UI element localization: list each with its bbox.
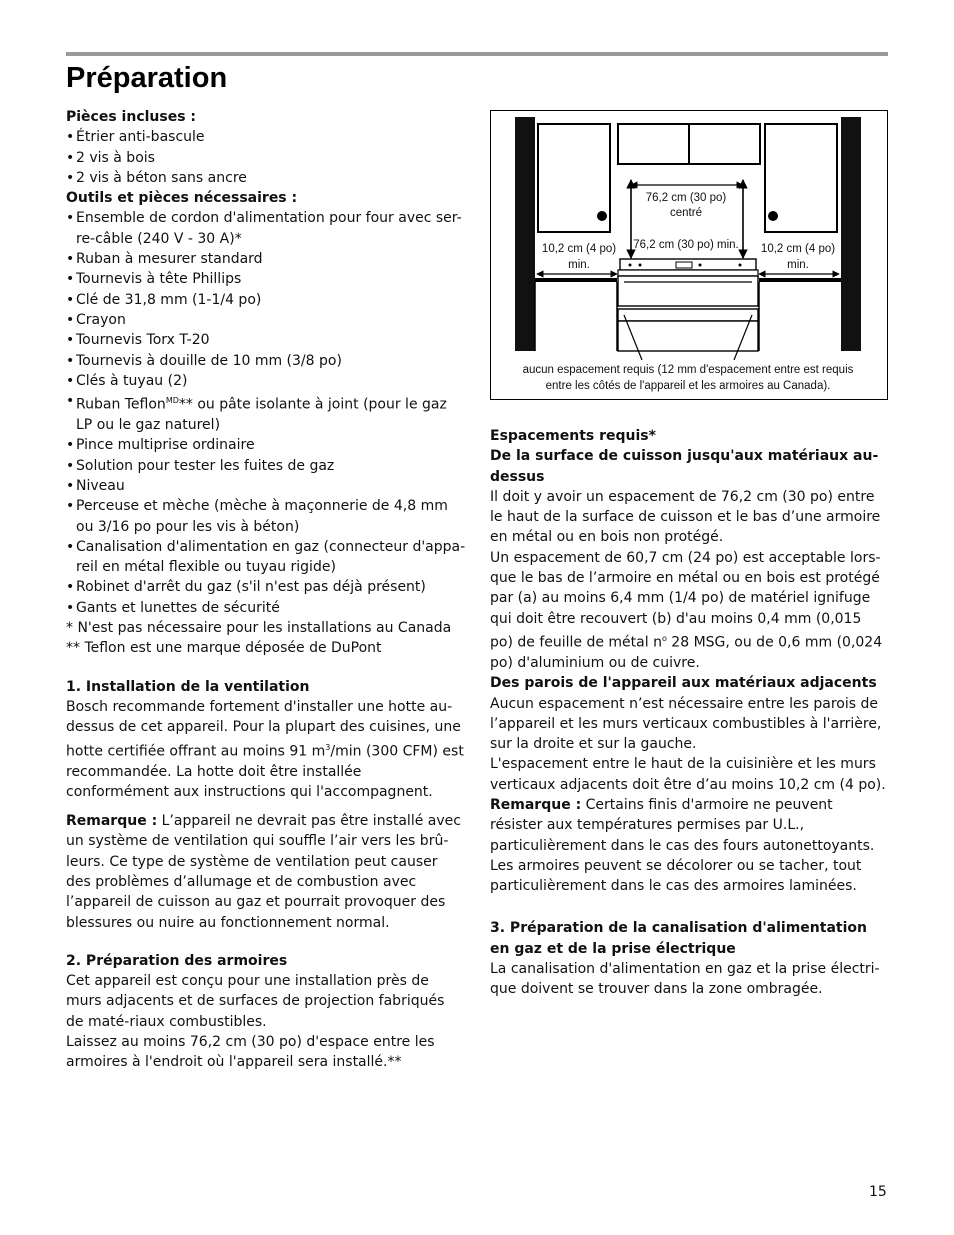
clearance-remark [490,795,888,896]
cabinet-knob-left [597,211,607,221]
list-item: • Perceuse et mèche (mèche à maçonnerie de 4,8 mm ou 3/16 po pour les vis à béton) [66,496,466,537]
list-item: • Solution pour tester les fuites de gaz [66,456,466,476]
list-item: • Tournevis à douille de 10 mm (3/8 po) [66,351,466,371]
label-left-2: min. [568,259,590,271]
left-column [66,107,466,1073]
section-2-heading: 2. Préparation des armoires [66,952,288,969]
label-right-2: min. [787,259,809,271]
teflon-text-before: Ruban Teflon [76,396,166,413]
left-countertop [535,278,617,282]
cabinet-knob-right [768,211,778,221]
list-item: • Robinet d'arrêt du gaz (s'il n'est pas déjà présent) [66,577,466,597]
clearance-text-3: Aucun espacement n’est nécessaire entre les parois de l’appareil et les murs verticaux combustibles à l'arrière, sur la droite et sur la gauche. [490,695,882,753]
label-left-1: 10,2 cm (4 po) [541,243,617,255]
section-1-text [66,697,466,802]
caption-line-1: aucun espacement requis (12 mm d'espacement entre est requis [522,364,854,376]
left-wall [515,117,535,351]
section-3-text: La canalisation d'alimentation en gaz et la prise électri-que doivent se trouver dans la zone ombragée. [490,961,880,998]
remark-text: Certains finis d'armoire ne peuvent résister aux températures permises par U.L., particulièrement dans le cas des fours autonettoyants. Les armoires peuvent se décolorer ou se tacher, tout particulièrement dans le cas des armoires laminées. [490,797,875,895]
section-1-text-b: /min (300 CFM) est recommandée. La hotte doit être installée conformément aux instructions qui l'accompagnent. [66,743,464,800]
tools-heading: Outils et pièces nécessaires : [66,190,298,207]
parts-heading: Pièces incluses : [66,109,197,125]
list-item: • Étrier anti-bascule [66,127,466,147]
list-item: • Pince multiprise ordinaire [66,435,466,455]
list-item: • Crayon [66,310,466,330]
range-appliance [618,259,758,351]
list-item: • Gants et lunettes de sécurité [66,598,466,618]
right-wall [841,117,861,351]
tools-list [66,208,466,618]
list-item: • Clé de 31,8 mm (1-1/4 po) [66,290,466,310]
clearance-text-2 [490,548,888,673]
list-item: • 2 vis à béton sans ancre [66,168,466,188]
cubic-sup: 3 [325,742,331,752]
list-item: • 2 vis à bois [66,148,466,168]
list-item: • Tournevis Torx T-20 [66,330,466,350]
page-number: 15 [869,1184,887,1200]
section-2-text-1: Cet appareil est conçu pour une installation près de murs adjacents et de surfaces de projection fabriqués de maté-riaux combustibles. [66,973,445,1030]
label-min-center: 76,2 cm (30 po) min. [633,239,739,251]
clearance-heading: Espacements requis* [490,428,656,444]
list-item: • Canalisation d'alimentation en gaz (connecteur d'appa-reil en métal flexible ou tuyau rigide) [66,537,466,578]
remark-text: L’appareil ne devrait pas être installé avec un système de ventilation qui souffle l’air vers les brû-leurs. Ce type de système de ventilation peut causer des problèmes d’allumage et de combustion avec l’appareil de cuisson au gaz et pourrait provoquer des blessures ou nuire au fonctionnement normal. [66,813,461,931]
clearance-text-1: Il doit y avoir un espacement de 76,2 cm (30 po) entre le haut de la surface de cuisson et le bas d’une armoire en métal ou en bois non protégé. [490,488,881,546]
teflon-text-after: ** ou pâte isolante à joint (pour le gaz LP ou le gaz naturel) [76,396,447,434]
section-3-heading: 3. Préparation de la canalisation d'alimentation en gaz et de la prise électrique [490,920,867,957]
number-sup: o [661,633,667,643]
list-item: • Clés à tuyau (2) [66,371,466,391]
caption-line-2: entre les côtés de l'appareil et les armoires au Canada). [545,380,831,392]
clearance-diagram [490,110,888,400]
list-item: • Tournevis à tête Phillips [66,269,466,289]
clearance-text-2b: 28 MSG, ou de 0,6 mm (0,024 po) d'aluminium ou de cuivre. [490,634,883,671]
clearance-subheading-sides: Des parois de l'appareil aux matériaux adjacents [490,675,877,692]
clearance-subheading-above: De la surface de cuisson jusqu'aux matériaux au-dessus [490,448,879,485]
footnote-teflon: ** Teflon est une marque déposée de DuPont [66,640,382,657]
list-item: • Niveau [66,476,466,496]
remark-label: Remarque : [490,797,582,813]
trademark-sup: MD [165,396,179,406]
section-1-remark [66,811,466,933]
list-item: • Ensemble de cordon d'alimentation pour four avec ser-re-câble (240 V - 30 A)* [66,208,466,249]
clearance-diagram-svg [490,110,888,400]
label-center-2: centré [670,207,702,219]
section-1-heading: 1. Installation de la ventilation [66,678,310,695]
remark-label: Remarque : [66,813,158,830]
right-countertop [759,278,841,282]
clearance-text-4: L'espacement entre le haut de la cuisinière et les murs verticaux adjacents doit être d’au moins 10,2 cm (4 po). [490,756,886,793]
parts-list [66,127,466,188]
section-2-text-2: Laissez au moins 76,2 cm (30 po) d'espace entre les armoires à l'endroit où l'appareil sera installé.** [66,1034,435,1071]
list-item: • Ruban à mesurer standard [66,249,466,269]
list-item-teflon [66,391,466,435]
label-right-1: 10,2 cm (4 po) [760,243,836,255]
section-1-text-a: Bosch recommande fortement d'installer une hotte au-dessus de cet appareil. Pour la plupart des cuisines, une hotte certifiée offrant au moins 91 m [66,698,461,760]
page-title: Préparation [66,62,228,94]
footnote-canada: * N'est pas nécessaire pour les installations au Canada [66,620,452,637]
clearance-text-2a: Un espacement de 60,7 cm (24 po) est acceptable lors-que le bas de l’armoire en métal ou en bois est protégé par (a) au moins 6,4 mm (1/4 po) de matériel ignifuge qui doit être recouvert (b) d'au moins 0,4 mm (0,015 po) de feuille de métal n [490,549,881,651]
header-rule [66,52,888,56]
label-center-1: 76,2 cm (30 po) [645,192,727,204]
right-column [490,426,888,1000]
